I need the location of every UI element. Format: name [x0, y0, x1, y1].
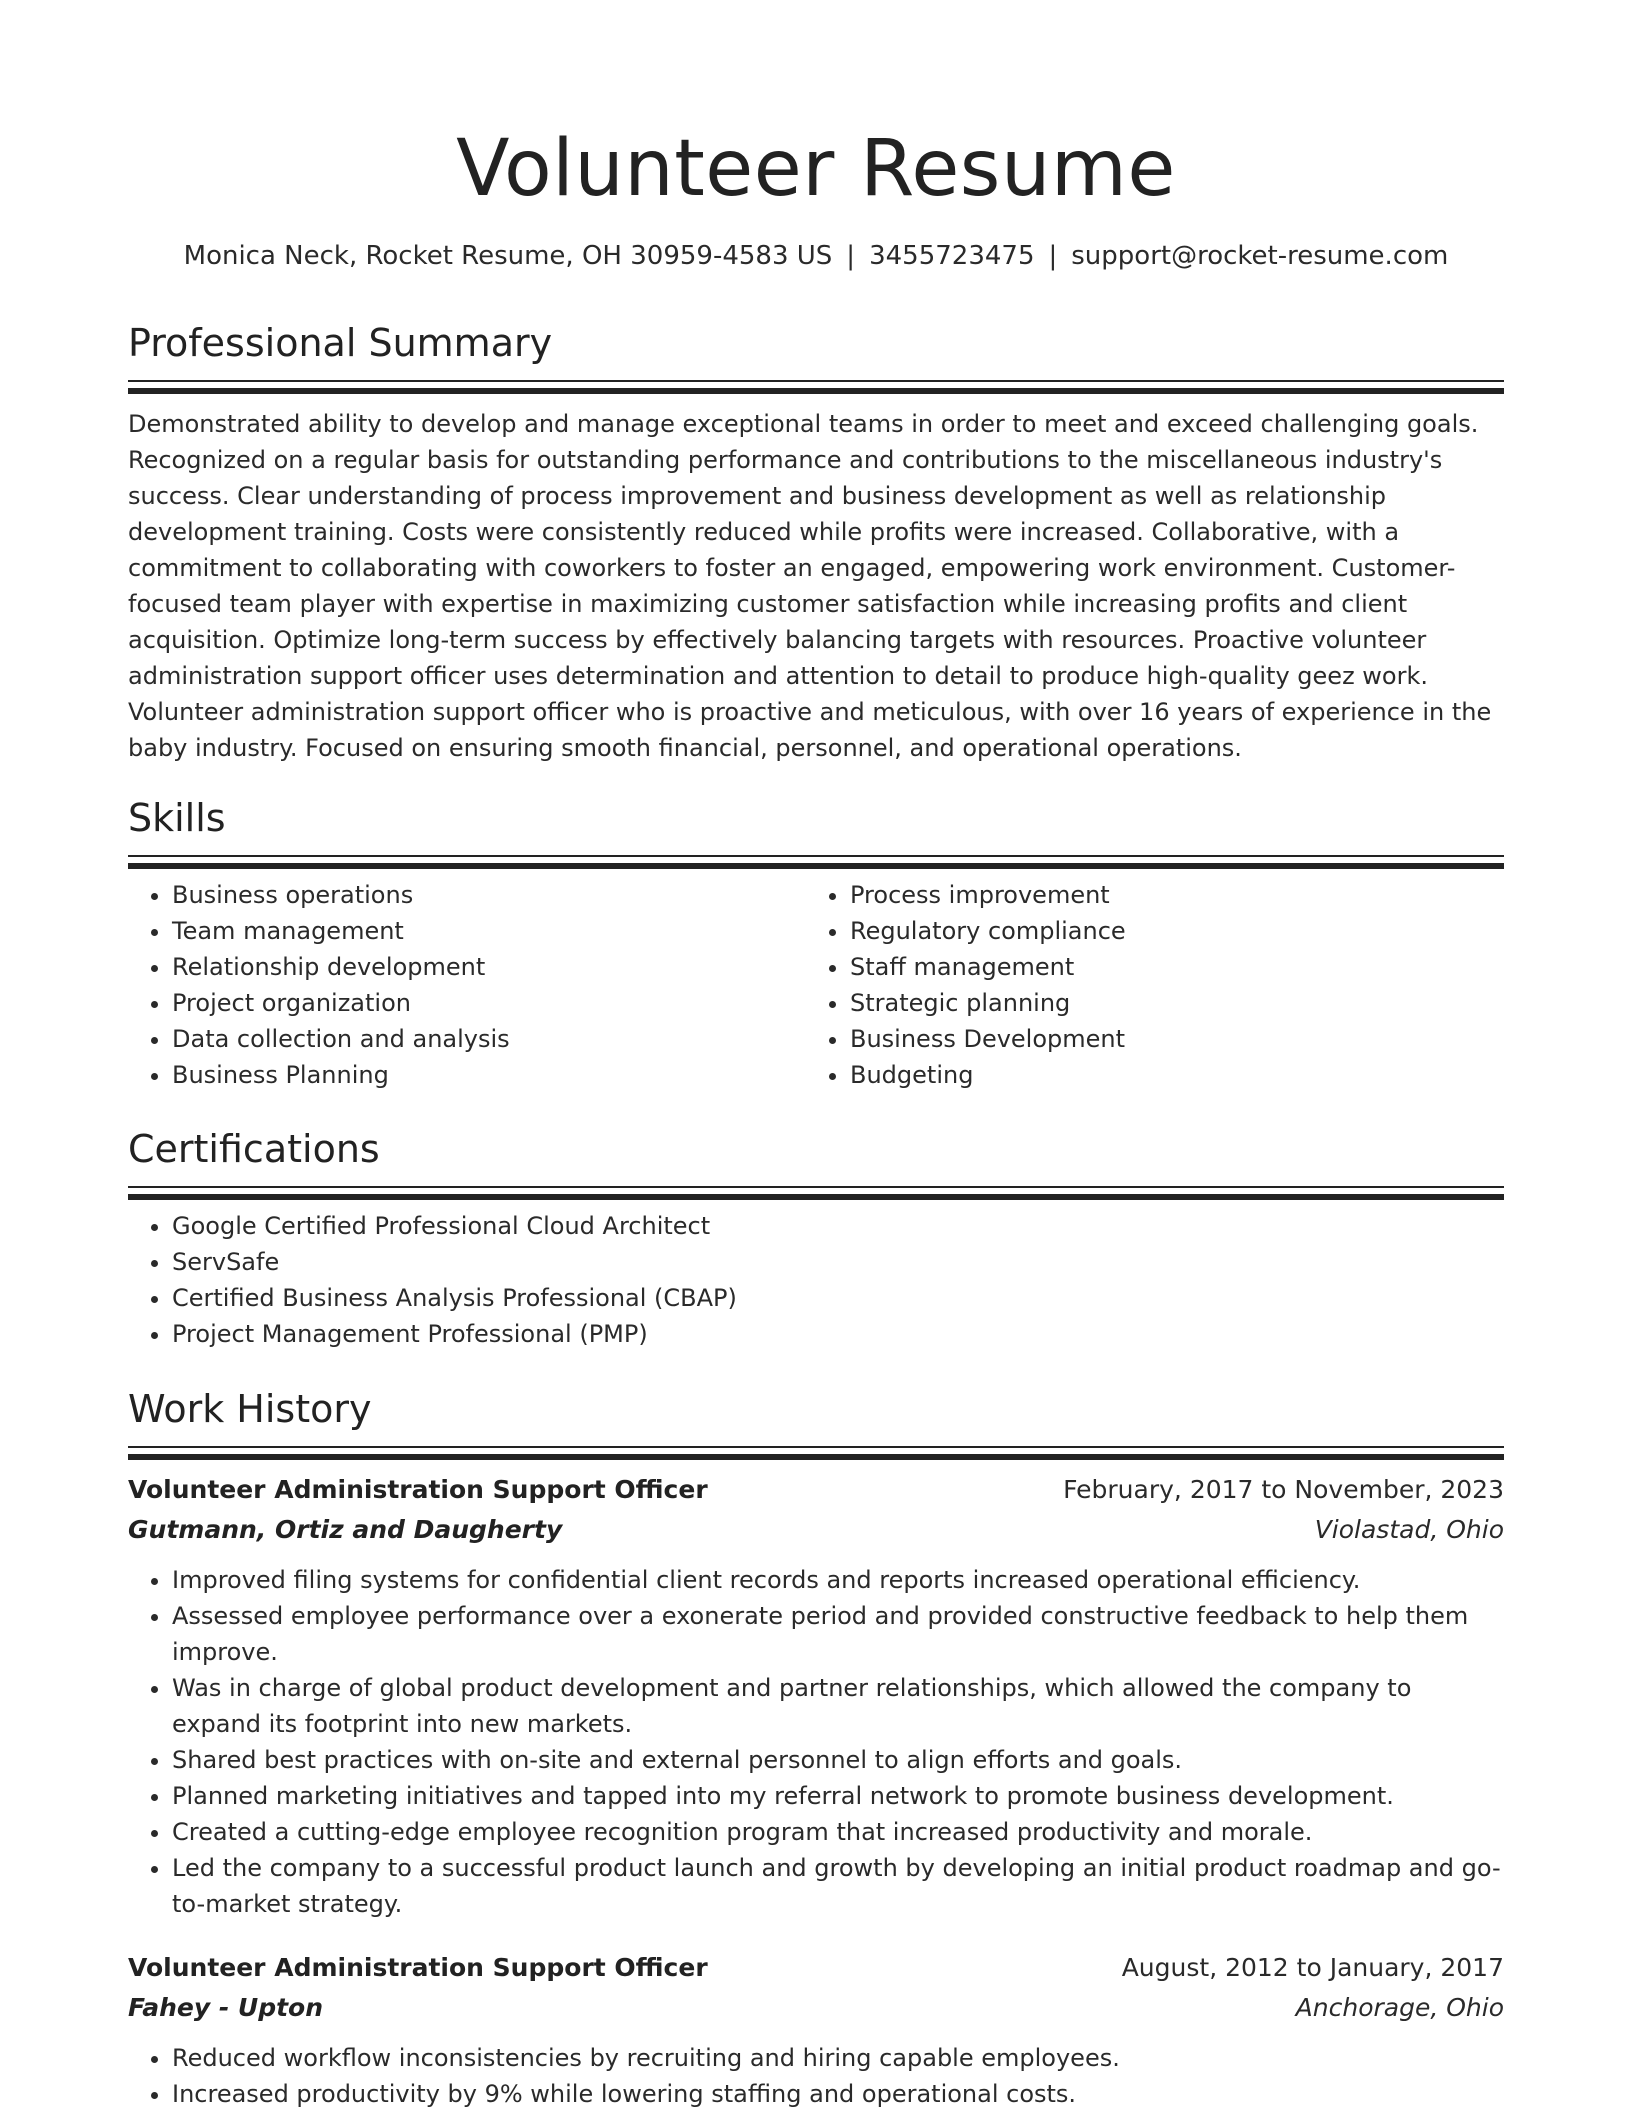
skill-item: • Data collection and analysis — [172, 1021, 806, 1057]
job-location: Anchorage, Ohio — [1295, 1993, 1504, 2022]
job-bullet: • Increased productivity by 9% while lowering staffing and operational costs. — [172, 2076, 1504, 2112]
contact-separator: | — [1048, 241, 1058, 271]
job-location: Violastad, Ohio — [1314, 1515, 1504, 1544]
section-divider — [128, 1186, 1504, 1198]
resume-title: Volunteer Resume — [456, 124, 1176, 214]
job-entry — [128, 1948, 1504, 2112]
skills-list-right — [806, 877, 1484, 1093]
job-bullet: • Shared best practices with on-site and external personnel to align efforts and goals. — [172, 1742, 1504, 1778]
skill-item: • Business Planning — [172, 1057, 806, 1093]
job-company: Fahey - Upton — [128, 1993, 324, 2022]
job-bullet: • Improved filing systems for confidential client records and reports increased operational efficiency. — [172, 1562, 1504, 1598]
skill-item: • Strategic planning — [850, 985, 1484, 1021]
work-history-heading: Work History — [128, 1387, 372, 1431]
certifications-section — [128, 1124, 1504, 1352]
skill-item: • Staff management — [850, 949, 1484, 985]
certification-item: • Project Management Professional (PMP) — [172, 1316, 1504, 1352]
job-dates: February, 2017 to November, 2023 — [1063, 1475, 1504, 1504]
skills-list-left — [128, 877, 806, 1093]
job-bullet: • Led the company to a successful product launch and growth by developing an initial product roadmap and go-to-market strategy. — [172, 1850, 1504, 1922]
certifications-heading: Certifications — [128, 1127, 380, 1171]
contact-phone: 3455723475 — [869, 241, 1035, 271]
certification-item: • Google Certified Professional Cloud Architect — [172, 1208, 1504, 1244]
contact-address: Monica Neck, Rocket Resume, OH 30959-4583 US — [183, 241, 833, 271]
skill-item: • Team management — [172, 913, 806, 949]
job-bullet: • Assessed employee performance over a exonerate period and provided constructive feedback to help them improve. — [172, 1598, 1504, 1670]
job-header — [128, 1470, 1504, 1510]
skills-section — [128, 793, 1504, 1093]
certification-item: • Certified Business Analysis Professional (CBAP) — [172, 1280, 1504, 1316]
summary-text: Demonstrated ability to develop and manage exceptional teams in order to meet and exceed challenging goals. Recognized on a regular basis for outstanding performance and contributions to the miscellaneous industry's success. Clear understanding of process improvement and business development as well as relationship development training. Costs were consistently reduced while profits were increased. Collaborative, with a commitment to collaborating with coworkers to foster an engaged, empowering work environment. Customer-focused team player with expertise in maximizing customer satisfaction while increasing profits and client acquisition. Optimize long-term success by effectively balancing targets with resources. Proactive volunteer administration support officer uses determination and attention to detail to produce high-quality geez work. Volunteer administration support officer who is proactive and meticulous, with over 16 years of experience in the baby industry. Focused on ensuring smooth financial, personnel, and operational operations. — [128, 410, 1492, 762]
job-dates: August, 2012 to January, 2017 — [1121, 1953, 1504, 1982]
skill-item: • Project organization — [172, 985, 806, 1021]
work-history-section — [128, 1384, 1504, 2112]
job-bullets — [128, 2040, 1504, 2112]
skill-item: • Process improvement — [850, 877, 1484, 913]
contact-line — [128, 238, 1504, 274]
job-bullet: • Planned marketing initiatives and tapped into my referral network to promote business development. — [172, 1778, 1504, 1814]
job-title: Volunteer Administration Support Officer — [128, 1953, 708, 1982]
job-company: Gutmann, Ortiz and Daugherty — [128, 1515, 563, 1544]
skill-item: • Regulatory compliance — [850, 913, 1484, 949]
skill-item: • Budgeting — [850, 1057, 1484, 1093]
job-header — [128, 1948, 1504, 1988]
contact-separator: | — [846, 241, 856, 271]
skill-item: • Business operations — [172, 877, 806, 913]
summary-heading: Professional Summary — [128, 321, 553, 365]
section-divider — [128, 855, 1504, 867]
summary-section — [128, 318, 1504, 766]
certification-item: • ServSafe — [172, 1244, 1504, 1280]
section-divider — [128, 380, 1504, 392]
skill-item: • Relationship development — [172, 949, 806, 985]
certifications-list — [128, 1208, 1504, 1352]
job-title: Volunteer Administration Support Officer — [128, 1475, 708, 1504]
skill-item: • Business Development — [850, 1021, 1484, 1057]
job-entry — [128, 1470, 1504, 1922]
job-bullet: • Was in charge of global product development and partner relationships, which allowed the company to expand its footprint into new markets. — [172, 1670, 1504, 1742]
job-bullet: • Reduced workflow inconsistencies by recruiting and hiring capable employees. — [172, 2040, 1504, 2076]
job-subheader — [128, 1510, 1504, 1550]
section-divider — [128, 1446, 1504, 1458]
skills-grid — [128, 877, 1504, 1093]
job-subheader — [128, 1988, 1504, 2028]
job-bullets — [128, 1562, 1504, 1922]
contact-email[interactable]: support@rocket-resume.com — [1071, 241, 1449, 271]
job-bullet: • Created a cutting-edge employee recognition program that increased productivity and morale. — [172, 1814, 1504, 1850]
skills-heading: Skills — [128, 796, 226, 840]
